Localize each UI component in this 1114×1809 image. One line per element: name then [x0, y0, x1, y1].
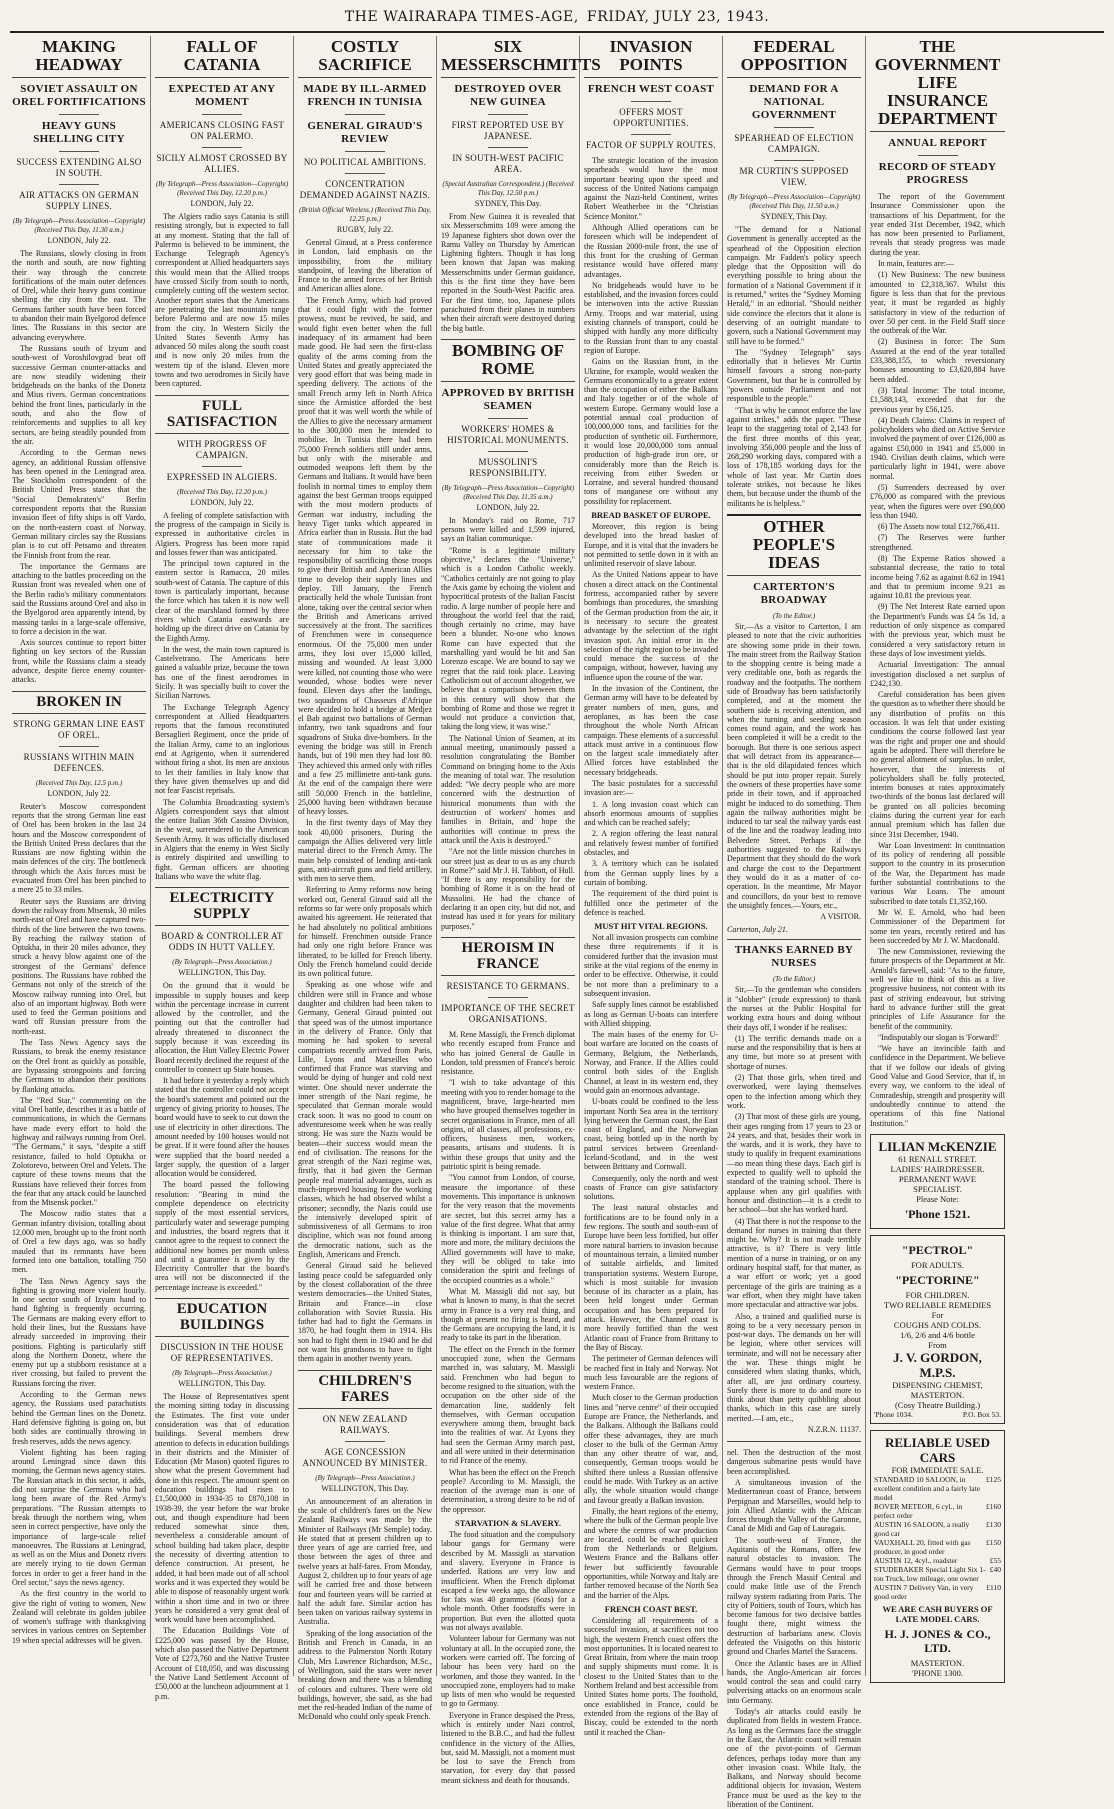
deck: ANNUAL REPORT: [888, 137, 987, 149]
paper-name: THE WAIRARAPA TIMES-AGE,: [344, 9, 579, 25]
divider: [59, 151, 99, 152]
paragraph: The board passed the following resolution: "Bearing in mind the complete dependence on electricity supply of the most essential services, particularly water and sewerage pumping and industries, the board regrets that it cannot agree to the request to connect the additional new homes per month unless and until a guarantee is given by the Electricity Controller that the board's area will not be disconnected if the percentage increase is exceeded.": [155, 1180, 289, 1292]
dateline: SYDNEY, This Day.: [474, 199, 542, 208]
paragraph: Considering all requirements of a successful invasion, at sacrifices not too high, the western French coast offers the most opportunities. It is located nearest to Great Britain, from where the main troop and supply shipments must come. It is closest to the United States than to the Northern Ireland and best accessible from United States home ports. The foothold, once established in France, could be extended from the regions of the Bay of Biscay, could be extended to the north until it reached the Chan-: [584, 1615, 718, 1737]
ad-phone: 'Phone 1521.: [904, 1206, 971, 1221]
paragraph: nel. Then the destruction of the most dangerous submarine pests would have been accomplished.: [727, 1448, 861, 1476]
paragraph: (3) Total Income: The total income, £1,588,143, exceeded that for the previous year by £56,125.: [870, 385, 1005, 414]
dateline: WELLINGTON, This Day.: [321, 1483, 409, 1493]
deck: MADE BY ILL-ARMED FRENCH IN TUNISIA: [303, 83, 427, 108]
paragraph: "Rome is a legitimate military objective," declares the "Universe," which is a London Catholic weekly. "Catholics certainly are not going to play the Axis game by echoing the violent and hypocritical protests of the Italian Fascist radio. A large number of people here and throughout the world feel that the raid, though certainly no crime, may have been a blunder. No-one who knows Rome can have expected that the marshalling yard would be hit and San Lorenzo escape. We are bound to say we regret that the raid took place. Leaving Catholicism out of account altogether, we believe that a comparison between them in this century will show that the bombing of Rome and those we regret it would not produce a conviction that, taking the long view, it was wise.": [441, 545, 575, 732]
paragraph: No bridgeheads would have to be established, and the invasion forces could be interwoven into the active Russian Army. Troops and war material, using existing channels of transport, could be shipped with hardly any more difficulty to the Russian front than to any coastal region of Europe.: [584, 280, 718, 355]
paragraph: (9) The Net Interest Rate earned upon the Department's Funds was £4 5s 1d, a reduction of only sixpence as compared with the previous year, which must be considered a very satisfactory return in these days of low investment yields.: [870, 602, 1005, 658]
headline: ELECTRICITY SUPPLY: [155, 887, 289, 926]
paragraph: Everyone in France despised the Press, which is entirely under Nazi control, listened to the B.B.C., and had the fullest confidence in the victory of the Allies, but, said M. Massigli, not a moment must be lost to save the French from starvation, for every day that passed meant sickness and death for thousands.: [441, 1710, 575, 1785]
divider: [488, 418, 528, 419]
ad-line: 61 RENALL STREET.: [898, 1153, 977, 1164]
car-listing: [874, 1556, 1001, 1565]
car-desc: STUDEBAKER Special Light Six 1-ton Truck, low mileage, one owner: [874, 1564, 986, 1583]
paragraph: Reuter says the Russians are driving down the railway from Mtsensk, 30 miles north-east of Orel and have captured two-thirds of the line between the two towns. By reaching the railway station of Optukha, in their 20 miles advance, they struck a heavy blow against one of the strongest of the Germans' defence positions. The Russians have robbed the Germans not only of the stretch of the Moscow railway running into Orel, but also of an important highway. Both were used to feed the German positions and ward off Russian pressure from the north-east.: [12, 896, 146, 1036]
paragraph: (2) Business in force: The Sum Assured at the end of the year totalled £33,388,155, to which reversionary bonuses amounting to £3,620,884 have been added.: [870, 337, 1005, 384]
paragraph: General Giraud said he believed lasting peace could be safeguarded only by the closest collaboration of the three western democracies—the United States, Britain and France—in close collaboration with Soviet Russia. His father had had to fight the Germans in 1870, he had fought them in 1914. His son had to fight them in 1940 and he did not want his grandsons to have to fight them again in another twenty years.: [298, 1261, 432, 1364]
ad-line: SPECIALIST.: [913, 1183, 962, 1194]
deck: BOARD & CONTROLLER AT ODDS IN HUTT VALLEY.: [161, 931, 283, 953]
to-editor: (To the Editor.): [772, 975, 816, 984]
place-date: Carterton, July 21.: [727, 925, 788, 935]
paragraph: A simultaneous invasion of the Mediterranean coast of France, between Perpignan and Marseilles, would help to join Allied Atlantic with the African forces through the Valley of the Garonne, Canal de Midi and Gap of Lauragais.: [727, 1477, 861, 1534]
paragraph: What has been the effect on the French people? According to M. Massigli, the reaction of the average man is one of determination, a strong desire to be rid of the oppressor.: [441, 1467, 575, 1514]
paragraph: "I wish to take advantage of this meeting with you to render homage to the magnificent, brave, large-hearted men who have grouped themselves together in secret organisations in France, men of all origins, of all classes, all professions, ex-officers, business men, workers, peasants, artisans and students. It is within these groups that unity and the patriotic spirit is being remade.: [441, 1078, 575, 1172]
paragraph: U-boats could be confined to the less important North Sea area in the territory lying between the German coast, the East coast of England, and the Norwegian coast, being bottled up in the north by patrol services between Greenland-Iceland-Scotland, and in the west between Brittany and Cornwall.: [584, 1097, 718, 1172]
car-price: £125: [986, 1474, 1001, 1484]
paragraph: The Moscow radio states that a German infantry division, totalling about 12,000 men, brought up to the front north of Orel a few days ago, was so badly mauled that its remnants have been formed into one battalion, totalling 750 men.: [12, 1209, 146, 1275]
byline: (By Telegraph—Press Association.): [172, 958, 272, 967]
paragraph: The perimeter of German defences will be reached first in Italy and Norway. Not much less favourable are the regions of western France.: [584, 1354, 718, 1392]
ad-line: PERMANENT WAVE: [898, 1173, 977, 1184]
divider: [345, 114, 385, 115]
paragraph: Once the Atlantic bases are in Allied hands, the Anglo-American air forces would control the seas and could carry pulverising attacks on an enormous scale into Germany.: [727, 1658, 861, 1705]
paragraph: The Russians, slowly closing in from the north and south, are now fighting their way through the concrete fortifications of the main outer defences of Orel, while their heavy guns continue shelling the city from the east. The Germans farther south have been forced to abandon their main Byelgorod defence lines. The Russians in this sector are advancing everywhere.: [12, 249, 146, 342]
paragraph: On the ground that it would be impossible to supply houses and keep within the percentage increase in current allowed by the controller, and the pointing out that the controller had already threatened to disconnect the supply because it was exceeding its allocation, the Hutt Valley Electric Power Board recently declined the request of the controller to connect up State houses.: [155, 981, 289, 1074]
paragraph: "We have an invincible faith and confidence in the Department. We believe that if we follow our ideals of giving Good Value and Good Service, that if, in every way, we conform to the ideal of Comradeship, strength and prosperity will undoubtedly continue to attend the operations of this fine National Institution.": [870, 1044, 1005, 1128]
paragraph: The requirement of the third point is fulfilled once the perimeter of the defence is reached.: [584, 889, 718, 917]
ad-title: RELIABLE USED CARS: [884, 1434, 991, 1465]
headline: FALL OF CATANIA: [155, 36, 289, 78]
paragraph: The south-west of France, the Aquitanis of the Romans, offers few natural obstacles to invasion. The Germans would have to pour troops through the French Massif Central and could make little use of the French railway system radiating from Paris. The city of Poitiers, south of Tours, which has become famous for two decisive battles fought there, might witness the destruction of barbarians anew. Clovis defeated the Visigoths on this historic ground and Charles Martel the Saracens.: [727, 1535, 861, 1657]
ad-line: COUGHS AND COLDS.: [893, 1319, 982, 1330]
paragraph: Violent fighting has been raging around Leningrad since dawn this morning, the German news agency states. The Russian attack in this sector, it adds, did not surprise the Germans who had long been aware of the Red Army's preparations. "The Russian attempts to break through the northern wing, when seen in correct perspective, have only the importance of large-scale relief manoeuvres. The Russians at Leningrad, as well as on the Mius and Donetz rivers are merely trying to tie down German forces in order to get a freer hand in the Orel sector," says the news agency.: [12, 1447, 146, 1587]
deck: MUSSOLINI'S RESPONSIBILITY.: [469, 456, 547, 478]
divider: [631, 101, 671, 102]
paragraph: The "Sydney Telegraph" says editorially that it believes Mr Curtin himself favours a strong non-party Government, but that he is controlled by "powers outside Parliament and not responsible to the people.": [727, 347, 861, 404]
paragraph: "That is why he cannot enforce the law against strikes," adds the paper. "These leapt to the staggering total of 2,143 for the first three months of this year, involving 356,000 people and the loss of 268,290 working days, compared with a loss of 178,185 working days for the whole of last year. Mr Curtin does tolerate strikes, not because he likes them, but because under the thumb of the militants he is helpless.": [727, 405, 861, 508]
ad-phone: 'Phone 1034.: [874, 1409, 913, 1419]
hairdresser-ad: [870, 1134, 1005, 1229]
divider: [345, 173, 385, 174]
subheading: MUST HIT VITAL REGIONS.: [594, 921, 708, 932]
ad-line: FOR IMMEDIATE SALE.: [891, 1464, 984, 1475]
masthead: [0, 6, 1114, 28]
paragraph: Also, a trained and qualified nurse is going to be a very necessary person in post-war days. The demands on her will be legion, where other services will terminate, and will not be necessary after the war. These things might be considered when slating thanks, which, after all, are just ordinary courtesy. Surely there is more to do and more to think about than petty quibbling about thanks, which in this case are surely merited.—I am, etc.,: [727, 1311, 861, 1423]
divider: [774, 127, 814, 128]
headline: THE GOVERNMENT LIFE INSURANCE DEPARTMENT: [870, 36, 1005, 132]
paragraph: In the west, the main town captured is Castelvetrano. The Americans here gained a valuable prize, because the town has one of the finest aerodromes in Sicily. It was specially built to cover the Sicilian Narrows.: [155, 644, 289, 701]
paragraph: (6) The Assets now total £12,766,411.: [878, 522, 1000, 532]
deck: NO POLITICAL AMBITIONS.: [303, 157, 427, 167]
paragraph: The report of the Government Insurance Commissioner upon the transactions of his Department, for the year ended 31st December, 1942, which has now been presented to Parliament, reveals that steady progress was made during the year.: [870, 192, 1005, 257]
paragraph: (2) That those girls, when tired and overworked, were laying themselves open to the infection among which they work.: [727, 1073, 861, 1110]
deck: DISCUSSION IN THE HOUSE OF REPRESENTATIVES.: [160, 1342, 284, 1364]
paragraph: The Russians south of Izyum and south-west of Voroshilovgrad beat off successive German counter-attacks and are now steadily widening their bridgeheads on the banks of the Donetz and Mius rivers. German concentrations behind the front lines, particularly in the south, and also the flow of reinforcements and supplies to all key sectors, are being steadily pounded from the air.: [12, 343, 146, 446]
car-price: £130: [986, 1519, 1001, 1529]
deck: HEAVY GUNS SHELLING CITY: [33, 120, 125, 145]
dateline: LONDON, July 22.: [47, 236, 111, 245]
divider: [345, 1441, 385, 1442]
dateline: LONDON, July 22.: [190, 497, 254, 507]
paragraph: The Exchange Telegraph Agency correspondent at Allied Headquarters reports that the famous reconstituted Bersaglieri Regiment, once the pride of the Italian Army, came to an inglorious end at Agrigento, when it surrendered without firing a shot. Its men are anxious to let their families in Italy know that they have given themselves up and did not fear Fascist reprisals.: [155, 702, 289, 796]
paragraph: In the invasion of the Continent, the German army will have to be defeated by greater numbers of men, guns, and aeroplanes, as has been the case throughout the whole North African campaign. These elements of a successful attack must arrive in a continuous flow on the largest scale immediately after Allied forces have established the necessary bridgeheads.: [584, 684, 718, 777]
byline: (By Telegraph—Press Association—Copyright) (Received This Day, 11.30 a.m.): [12, 217, 146, 234]
paragraph: The principal town captured in the eastern sector is Ramacca, 20 miles south-west of Catania. The capture of this town is particularly important, because the force which has taken it is now well clear of the marshland formed by three rivers which Catania eastwards are holding up the direct drive on Catania by the Eighth Army.: [155, 559, 289, 643]
car-price: £160: [986, 1501, 1001, 1511]
paragraph: (1) New Business: The new business amounted to £2,318,367. Whilst this figure is less than that for the previous year, it must be regarded as highly satisfactory in view of the reduction of over 50 per cent. in the Field Staff since the outbreak of the War.: [870, 270, 1005, 336]
column-4: [437, 36, 601, 1785]
used-cars-ad: [870, 1430, 1005, 1683]
headline: MAKING HEADWAY: [12, 36, 146, 78]
subheading: BREAD BASKET OF EUROPE.: [591, 509, 711, 520]
ad-phone: 'PHONE 1300.: [911, 1667, 964, 1678]
car-price: £40: [989, 1564, 1001, 1574]
paragraph: "Are not the little mission churches in our street just as dear to us as any church in Rome?" said Mr J. H. Tabbott, of Hull. "If there is any responsibility for the bombing of Rome it is on the head of Mussolini. He had the chance of declaring it an open city, but did not, and instead has used it for years for military purposes.": [441, 847, 575, 931]
divider: [202, 114, 242, 115]
dateline: WELLINGTON, This Day.: [178, 968, 266, 978]
ad-line: LADIES' HAIRDRESSER.: [890, 1163, 985, 1174]
ad-contact: [874, 1410, 1001, 1419]
paragraph: Although Allied operations can be foreseen which will be independent of the Russian 2000-mile front, the use of this front for the crushing of German resistance would have offered many advantages.: [584, 223, 718, 279]
deck: RUSSIANS WITHIN MAIN DEFENCES.: [23, 751, 135, 773]
deck: AMERICANS CLOSING FAST ON PALERMO.: [159, 120, 285, 141]
paragraph: (1) The terrific demands made on a nurse and the responsibility that is hers at any time, but more so at present with shortage of nurses.: [727, 1033, 861, 1071]
deck: SPEARHEAD OF ELECTION CAMPAIGN.: [734, 133, 854, 154]
car-listing: [874, 1565, 1001, 1583]
paragraph: (3) That most of these girls are young, their ages ranging from 17 years to 23 or 24 years, and that, besides their work in the wards, and it is work, they have to study to qualify in frequent examinations—no mean thing these days. Each girl is expected to qualify well to uphold the standard of the training school. There is applause when any girl qualifies with honour and distinction—it is a credit to her school—but she has worked hard.: [727, 1112, 861, 1215]
ad-line: TWO RELIABLE REMEDIES: [883, 1299, 992, 1310]
paragraph: The strategic location of the invasion spearheads would have the most important bearing upon the speed and success of the United Nations campaign against the Nazi-held Continent, writes Robert Weatherbee in the "Christian Science Monitor.": [584, 156, 718, 221]
paragraph: War Loan Investment: In continuation of its policy of rendering all possible support to the country in its prosecution of the War, the Department has made further substantial contributions to the various War Loans. The amount subscribed to date totals £1,352,160.: [870, 840, 1005, 906]
column-6: [723, 36, 866, 1809]
issue-date: FRIDAY, JULY 23, 1943.: [586, 9, 770, 25]
paragraph: Finally, the heart regions of the enemy, where the bulk of the German people live and where the centres of war production are located, could be reached quickest from the Netherlands or Belgium. Western France and the Balkans offer fewer but sufficiently favourable opportunities, while Norway and Italy are farther removed because of the North Sea and the barrier of the Alps.: [584, 1506, 718, 1600]
paragraph: It had before it yesterday a reply which stated that the controller could not accept the board's statement and pointed out the urgency of giving priority to houses. The board would have to seek to cut down the use of electricity in other directions. The amount needed by 100 houses would not be great. If it were found after the houses were supplied that the board needed a larger supply, the question of a larger allocation would be considered.: [155, 1076, 289, 1179]
paragraph: The least natural obstacles and fortifications are to be found only in a few regions. The south and south-east of Europe have been less fortified, but offer more natural barriers to invasion because of mountainous terrain, a limited number of suitable airfields, and limited transportation systems. Western Europe, which is most suitable for invasion because of its character as a plain, has been held longest under German occupation and has been prepared for attack. However, the Channel coast is more heavily fortified than the west Atlantic coast of France from Brittany to the Bay of Biscay.: [584, 1203, 718, 1352]
paragraph: Axis sources continue to report bitter fighting on key sectors of the Russian front, while the Russians claim a steady advance, despite fierce enemy counter-attacks.: [12, 638, 146, 685]
divider: [631, 134, 671, 135]
car-listing: [874, 1520, 1001, 1538]
column-3: [294, 36, 437, 1722]
headline: FULL SATISFACTION: [155, 395, 289, 434]
letter-title: THANKS EARNED BY NURSES: [727, 939, 861, 970]
letter-title: CARTERTON'S BROADWAY: [753, 580, 835, 606]
headline: OTHER PEOPLE'S IDEAS: [727, 514, 861, 576]
deck: STRONG GERMAN LINE EAST OF OREL.: [13, 718, 145, 740]
subheading: STARVATION & SLAVERY.: [455, 1518, 561, 1529]
paragraph: The Algiers radio says Catania is still resisting strongly, but is expected to fall at any moment. Stating that the fall of Palermo is believed to be imminent, the Exchange Telegraph Agency's correspondent at Allied headquarters says this would mean that the Allied troops have crossed Sicily from south to north, completely cutting off the western sector. Another report states that the Americans are penetrating the last mountain range before Palermo and are now 15 miles from the city. In Western Sicily the United States Seventh Army has advanced 50 miles along the south coast and is now only 20 miles from the western tip of the island. Eleven more towns and two aerodromes in Sicily have been captured.: [155, 212, 289, 389]
ad-box: P.O. Box 53.: [962, 1409, 1001, 1419]
paragraph: Much closer to the German production lines and "nerve centre" of their occupied Europe are France, the Netherlands, and the Balkans. Although the Balkans could offer these advantages, they are much closer to the bulk of the German Army than any other theatre of war, and, consequently, German troops would be shifted there unless a Russian offensive could be made. With Turkey as an active ally, the whole situation would change and favour greatly a Balkan invasion.: [584, 1393, 718, 1505]
paragraph: According to the German news agency, the Russians used parachutists behind the German lines on the Donetz. Hard defensive fighting is going on, but both sides are continually throwing in fresh reserves, adds the news agency.: [12, 1390, 146, 1446]
dateline: RUGBY, July 22.: [336, 225, 394, 234]
divider: [202, 147, 242, 148]
headline: HEROISM IN FRANCE: [441, 937, 575, 976]
car-price: £150: [986, 1537, 1001, 1547]
paragraph: Mr W. E. Arnold, who had been Commissioner of the Department for some ten years, recently retired and has been succeeded by Mr J. W. Macdonald.: [870, 907, 1005, 945]
columns: [8, 36, 1106, 1809]
paragraph: The Tass News Agency says the Russians, to break the enemy resistance on the Orel front as quickly as possible, are bypassing strongpoints and forcing the Germans to abandon their positions by flanking attacks.: [12, 1038, 146, 1094]
dateline: LONDON, July 22.: [476, 502, 540, 512]
paragraph: (4) That there is not the response to the demand for nurses in training that there might be. Why? It is not made terribly attractive, is it? There is very little mention of a nurse in training, or on any ordinary hospital staff, for that matter, as a war effort or work; yet a good percentage of the girls are training as a war effort, when they might have taken more spectacular and attractive war jobs.: [727, 1216, 861, 1310]
signature: A VISITOR.: [820, 912, 861, 922]
paragraph: Gains on the Russian front, in the Ukraine, for example, would weaken the Germans economically to a greater extent than the occupation of either the Balkans and Italy together or of the whole of western Europe. Germany would lose a potential annual coal production of 100,000,000 tons, and facilities for the production of synthetic oil. Furthermore, it would lose 20,000,000 tons annual production of high-grade iron ore, or considerably more than the Reich is receiving from either Sweden or Lorraine, and several hundred thousand tons of manganese ore without any possibility for replacement.: [584, 357, 718, 506]
paragraph: In Monday's raid on Rome, 717 persons were killed and 1,599 injured, says an Italian communique.: [441, 515, 575, 544]
paragraph: The National Union of Seamen, at its annual meeting, unanimously passed a resolution congratulating the Bomber Command on bringing home to the Axis the meaning of total war. The resolution added: "We decry people who are more concerned with the destruction of historical monuments than with the destruction of workers' homes and families in Britain, and hope the authorities will continue to press the attack until the Axis is destroyed.": [441, 733, 575, 845]
divider: [488, 114, 528, 115]
car-desc: AUSTIN 12, 4cyl., roadster: [874, 1555, 958, 1565]
divider: [488, 147, 528, 148]
deck: SOVIET ASSAULT ON OREL FORTIFICATIONS: [12, 83, 146, 108]
deck: WITH PROGRESS OF CAMPAIGN.: [177, 438, 267, 460]
column-7: [866, 36, 1009, 1676]
byline: (Received This Day, 12.20 p.m.): [177, 487, 267, 496]
ad-product: "PECTROL": [901, 1242, 974, 1257]
divider: [727, 1441, 861, 1442]
divider: [488, 451, 528, 452]
deck: FACTOR OF SUPPLY ROUTES.: [586, 140, 716, 150]
ad-product: "PECTORINE": [895, 1272, 980, 1287]
deck: CONCENTRATION DEMANDED AGAINST NAZIS.: [299, 179, 431, 200]
car-desc: AUSTIN 16 SALOON, a really good car: [874, 1519, 970, 1538]
paragraph: 1. A long invasion coast which can absorb enormous amounts of supplies and which can be reached safely;: [584, 799, 718, 828]
byline: (Received This Day, 12.5 p.m.): [35, 778, 123, 787]
paragraph: The effect on the French in the former unoccupied zone, when the Germans marched in, was salutary, M. Massigli said. Frenchmen who had begun to become resigned to the situation, with the occupation on the other side of the demarcation line, suddenly felt themselves, with German occupation everywhere among them, brought back into the realities of war. At Lyons they had seen the German Army march past, and all were united in their determination to rid France of the enemy.: [441, 1344, 575, 1466]
paragraph: 3. A territory which can be isolated from the German supply lines by a curtain of bombing.: [584, 859, 718, 887]
paragraph: Speaking of the long association of the British and French in Canada, in an address to the Palmerston North Rotary Club, Mrs Lawrence Richardson, M.Sc., of Wellington, said the stars were never breaking down and there was a blending of colours and cultures. There were old buildings, however, she said, as she had met the red-headed Indian of the name of McDonald who could only speak French.: [298, 1628, 432, 1722]
masthead-rule: [10, 31, 1104, 33]
deck: WORKERS' HOMES & HISTORICAL MONUMENTS.: [447, 423, 569, 445]
divider: [345, 151, 385, 152]
paragraph: The Columbia Broadcasting system's Algiers correspondent says that almost the entire Italian 36th Cassino Division, in the west, surrendered to the American Seventh Army. It was officially disclosed in Algiers that the enemy in West Sicily is entirely dispirited and unwilling to fight. German officers are shooting Italians who wave the white flag.: [155, 797, 289, 881]
deck: IMPORTANCE OF THE SECRET ORGANISATIONS.: [441, 1002, 575, 1024]
signature: N.Z.R.N. 11137.: [807, 1425, 861, 1435]
deck: RECORD OF STEADY PROGRESS: [878, 161, 997, 186]
paragraph: The importance the Germans are attaching to the battles proceeding on the Russian front was revealed when one of the Berlin radio's military commentators said the Russians around Orel and also in the Byelgorod area apparently intend, by massing tanks in a large-scale offensive, to force a decision in the war.: [12, 561, 146, 636]
ad-line: (Cosy Theatre Building.): [894, 1399, 981, 1410]
paragraph: Volunteer labour for Germany was not voluntary at all. In the occupied zone, the workers were carried off. The forcing of labour has been very hard on the workmen, and those they wanted. In the unoccupied zone, employers had to make up lists of men who would be requested to go to Germany.: [441, 1634, 575, 1709]
paragraph: Actuarial Investigation: The annual investigation disclosed a net surplus of £242,130.: [870, 660, 1005, 688]
ad-line: DISPENSING CHEMIST,: [892, 1379, 983, 1390]
paragraph: An announcement of an alteration in the scale of children's fares on the New Zealand Railways was made by the Minister of Railways (Mr Semple) today. He stated that at present children up to three years of age are carried free, and those between the ages of three and twelve years at half-fares. From Monday, August 2, children up to four years of age will be carried free and those between four and fourteen years will be carried at half the adult fare. Similar action has been taken on various railway systems in Australia.: [298, 1496, 432, 1627]
paragraph: From New Guinea it is revealed that six Messerschmitts 109 were among the 19 Japanese fighters shot down over the Ramu Valley on Thursday by American Lightning fighters. Though it has long been known that Japan was making Messerschmitts under German guidance, this is the first time they have been reported in the South-West Pacific area. For the first time, too, Japanese pilots parachuted from their planes in numbers when their aircraft were destroyed during the big battle.: [441, 212, 575, 333]
paragraph: Not all invasion prospects can combine these three requirements if it is considered further that the invasion must strike at the vital regions of the enemy in order to be effective. Otherwise, it could be not more than a preliminary to a subsequent invasion.: [584, 933, 718, 998]
headline: BOMBING OF ROME: [441, 339, 575, 382]
column-5: [580, 36, 723, 1737]
deck: GENERAL GIRAUD'S REVIEW: [307, 120, 423, 145]
paragraph: The food situation and the compulsory labour gangs for Germany were described by M. Massigli as starvation and slavery. Everyone in France is underfed. Rations are very low and insufficient. When the French diplomat escaped a few weeks ago, the allowance for fats was 40 grammes (6ozs) for a whole month. Other foodstuffs were in proportion. But even the allotted quota was not always available.: [441, 1530, 575, 1633]
ad-name: J. V. GORDON, M.P.S.: [893, 1349, 982, 1380]
dateline: LONDON, July 22.: [47, 788, 111, 798]
deck: FRENCH WEST COAST: [587, 83, 715, 95]
column-2: [151, 36, 294, 1701]
paragraph: A feeling of complete satisfaction with the progress of the campaign in Sicily is expressed in authoritative circles in Algiers. Progress has been more rapid and losses fewer than was anticipated.: [155, 510, 289, 557]
divider: [918, 155, 958, 156]
paragraph: According to the German news agency, an additional Russian offensive has been opened in the Leningrad area. The Stockholm correspondent of the British United Press states that the "Social Demokraten's" Berlin correspondent reports that the Russian invasion fleet of fifty ships is off Vardo, on the north-eastern coast of Norway. German military circles say the Russians plan is to cut off Petsamo and threaten the Finnish front from the rear.: [12, 448, 146, 560]
car-listing: [874, 1502, 1001, 1520]
deck: SICILY ALMOST CROSSED BY ALLIES.: [156, 153, 288, 174]
divider: [774, 160, 814, 161]
car-price: £55: [989, 1555, 1001, 1565]
paragraph: "You cannot from London, of course, measure the importance of these movements. This importance is unknown for the very reason that the movements are secret, but this secret army has a value of the first degree. What that army is thinking is important. I am sure that, more and more, the military decisions the Allied governments will have to make, they will be obliged to take into consideration the spirit and feelings of the occupied countries as a whole.": [441, 1173, 575, 1285]
ad-line: 1/6, 2/6 and 4/6 bottle: [900, 1329, 975, 1340]
paragraph: The Education Buildings Vote of £225,000 was passed by the House, which also passed the Native Department Vote of £273,760 and the Native Trustee Account of £18,050, and was discussing the Native Land Settlement Account of £50,000 at the luncheon adjournment at 1 p.m.: [155, 1626, 289, 1701]
deck: IN SOUTH-WEST PACIFIC AREA.: [452, 153, 564, 174]
subheading: FRENCH COAST BEST.: [604, 1603, 698, 1614]
car-listing: [874, 1538, 1001, 1556]
paragraph: (5) Surrenders decreased by over £76,000 as compared with the previous year, when the figures were over £90,000 less than 1940.: [870, 482, 1005, 520]
deck: OFFERS MOST OPPORTUNITIES.: [613, 107, 689, 128]
deck: AIR ATTACKS ON GERMAN SUPPLY LINES.: [19, 190, 139, 211]
deck: ON NEW ZEALAND RAILWAYS.: [322, 1413, 408, 1435]
ad-line: FOR ADULTS.: [910, 1259, 965, 1270]
deck: EXPECTED AT ANY MOMENT: [168, 83, 276, 108]
deck: DESTROYED OVER NEW GUINEA: [454, 83, 562, 108]
car-desc: AUSTIN 7 Delivery Van, in very good order: [874, 1582, 974, 1601]
divider: [202, 466, 242, 467]
deck: DEMAND FOR A NATIONAL GOVERNMENT: [749, 83, 839, 121]
paragraph: (4) Death Claims: Claims in respect of policyholders who died on Active Service involved the payment of over £126,000 as against £50,000 in 1941 and £5,000 in 1940. Civilian death claims, which were particularly light in 1941, were above normal.: [870, 415, 1005, 481]
car-price: £110: [986, 1582, 1001, 1592]
paragraph: General Giraud, at a Press conference in London, laid emphasis on the impossibility, from the military standpoint, of leaving the liberation of France to the armed forces of her British and American allies alone.: [298, 238, 432, 294]
deck: RESISTANCE TO GERMANS.: [446, 980, 570, 991]
car-desc: VAUXHALL 20, fitted with gas producer, in good order: [874, 1537, 971, 1556]
car-listing: [874, 1475, 1001, 1502]
byline: (By Telegraph—Press Association—Copyright) (Received This Day, 11.35 a.m.): [441, 483, 575, 501]
ad-line: WE ARE CASH BUYERS OF LATE MODEL CARS.: [882, 1603, 993, 1624]
paragraph: Referring to Army reforms now being worked out, General Giraud said all the reforms so far were only proposals which awaited his agreement. He reiterated that he had absolutely no political ambitions for himself. Frenchmen outside France had only one right before France was liberated, to be killed for French liberty. Only the French homeland could decide its own political future.: [298, 885, 432, 979]
deck: SUCCESS EXTENDING ALSO IN SOUTH.: [16, 157, 142, 178]
headline: SIX MESSERSCHMITTS: [441, 36, 575, 78]
ad-line: FOR CHILDREN.: [905, 1289, 970, 1300]
paragraph: As the United Nations appear to have chosen a direct attack on the Continental fortress, accompanied rather by severe bombings than procedures, the smashing of the German production from the air, it is necessary to secure the greatest advantage by the selection of the right invasion spot. An initial error in the selection of the right region to be invaded could menace the success of the campaign, without, however, having any influence upon the course of the war.: [584, 570, 718, 682]
deck: FIRST REPORTED USE BY JAPANESE.: [451, 120, 565, 141]
paragraph: Today's air attacks could easily be duplicated from fields in western France. As long as the Germans face the struggle in the East, the Atlantic coast will remain one of the pivot-points of German defences, perhaps today more than any other invasion coast. While Italy, the Balkans, and Norway should become additional objects for invasion, Western France must be used as the key to the liberation of the Continent.: [727, 1707, 861, 1809]
paragraph: The new Commissioner, reviewing the future prospects of the Department at Mr. Arnold's farewell, said: "As to the future, well we like to think of this as a live progressive business, not content with its past of striving endeavour, but striving hard to advance further still the great principles of Life Assurance for the benefit of the community.: [870, 947, 1005, 1031]
byline: (By Telegraph—Press Association—Copyright) (Received This Day, 12.20 p.m.): [155, 180, 289, 197]
paragraph: What M. Massigli did not say, but what is known to many, is that the secret army in France is a very real thing, and though at present no firing is heard, and the Germans are occupying the land, it is ready to take its part in the liberation.: [441, 1286, 575, 1343]
chemist-ad: [870, 1235, 1005, 1424]
ad-line: Please Note:: [916, 1193, 959, 1204]
paragraph: The Tass News Agency says the fighting is growing more violent hourly. In one sector south of Izyum hand to hand fighting is frequently occurring. The Germans are making every effort to hold their lines, but the Russians have already succeeded in improving their positions. Fighting is particularly stiff along the Northern Donetz, where the enemy put up a stubborn resistance at a river crossing, but failed to prevent the Russians forcing the river.: [12, 1276, 146, 1388]
paragraph: The "Red Star," commenting on the vital Orel battle, describes it as a battle of communications, in which the Germans have made every effort to hold the highway and railways running from Orel. "The Germans," it says, "despite a stiff resistance, failed to hold Optukha or Zolotorevo, between Orel and Yelets. The capture of these towns means that the Russians have relieved their forces from the fear that any attack could be launched from the Mtsensk pocket.": [12, 1095, 146, 1208]
car-desc: ROVER METEOR, 6 cyl., in perfect order: [874, 1501, 963, 1520]
ad-firm: H. J. JONES & CO., LTD.: [884, 1626, 991, 1655]
paragraph: The French Army, which had proved that it could fight with the former prowess, must be revived, he said, and would fight even better when the full inadequacy of its armament had been made good. He had seen the first-class quality of the arms coming from the United States and greatly appreciated the very good effort that was being made in speeding delivery. The actions of the small French army left in North Africa since the Armistice afforded the best proof that it was well worth the while of the Allies to give the necessary armament to the 300,000 men he intended to mobilise. In Tunisia there had been 75,000 French soldiers still under arms, but only with the miserable and outmoded weapons left them by the Germans and Italians. It would have been foolish in normal times to employ them against the best German troops equipped with the most modern products of German war industry, including the heavy Tiger tanks which appeared in Africa earlier than in Russia. But the bad state of communications made it necessary for him to take the responsibility of sacrificing those troops to give their British and American Allies time to develop their supply lines and deploy. Till January, the French practically held the whole Tunisian front alone, taking over the central sector when the British and Americans arrived successively at the front. The sacrifices of Frenchmen were in consequence enormous. Of the 75,000 men under arms, they lost over 15,000 killed, missing and wounded. At least 3,000 were killed, not counting those who were wounded, whose bodies were never found. Eleven days after the landings, two squadrons of Chasseurs d'Afrique were decided to hold a bridge at Medjez el Bab against two battalions of German infantry, two tank squadrons and four squadrons of Stuka dive-bombers. In the evening the bridge was still in French hands, but of 190 men they had lost 80. They achieved this armed only with rifles and a few 25 millimetre anti-tank guns. At the end of the campaign there were still 50,000 French in the battleline, 25,000 having been withdrawn because of heavy losses.: [298, 295, 432, 817]
divider: [59, 114, 99, 115]
paragraph: The basic postulates for a successful invasion are:—: [584, 779, 718, 798]
to-editor: (To the Editor.): [772, 611, 816, 620]
paragraph: The main bases of the enemy for U-boat warfare are located on the coasts of Germany, Belgium, the Netherlands, Norway, and France. If the Allies could control both sides of the English Channel, at least in its western end, they would gain an enormous advantage.: [584, 1030, 718, 1095]
dateline: SYDNEY, This Day.: [760, 212, 828, 221]
paragraph: Careful consideration has been given the question as to whether there should be any distribution of profits on this occasion. It was felt that under existing conditions the course followed last year was the right and proper one and should again be adopted. There will therefore be no general allotment of surplus. In order, however, that the interests of policyholders shall be fully protected, interim bonuses at rates approximately two-thirds of the bonus last declared will be granted on all policies becoming claims during the current year for each annual premium which has fallen due since 31st December, 1940.: [870, 690, 1005, 839]
paragraph: Safe supply lines cannot be established as long as German U-boats can interfere with Allied shipping.: [584, 1000, 718, 1028]
headline: INVASION POINTS: [584, 36, 718, 78]
paragraph: Consequently, only the north and west coasts of France can give satisfactory solutions.: [584, 1173, 718, 1202]
headline: CHILDREN'S FARES: [298, 1370, 432, 1409]
paragraph: M. Rene Massigli, the French diplomat who recently escaped from France and who has joined General de Gaulle in London, told pressmen of France's heroic resistance.: [441, 1029, 575, 1077]
column-1: [8, 36, 151, 1676]
headline: COSTLY SACRIFICE: [298, 36, 432, 78]
byline: (Special Australian Correspondent.) (Received This Day, 12.50 p.m.): [442, 180, 574, 197]
paragraph: (7) The Reserves were further strengthened.: [870, 533, 1005, 552]
divider: [59, 184, 99, 185]
byline: (By Telegraph—Press Association.): [315, 1473, 415, 1482]
paragraph: "The demand for a National Government is generally accepted as the spearhead of the Opposition election campaign. Mr Fadden's policy speech pledge that the Opposition will do everything possible to bring about the formation of a National Government if it is returned," writes the "Sydney Morning Herald," in an editorial. "Should neither side convince the electors that it alone is deserving of an outright mandate to govern, such a National Government may still have to be formed.": [727, 225, 861, 346]
paragraph: Sir,—As a visitor to Carterton, I am pleased to note that the civic authorities are showing some pride in their town. The main street from the Railway Station to the shopping centre is being made a very creditable one, both as regards the roadway and the footpaths. The northern side of Broadway has been satisfactorily completed, and at the moment the southern side is receiving attention, and when the turning and seeding season comes round again, and the work has been completed it will be a credit to the borough. But there is one serious aspect that will detract from its appearance—that is the old dilapidated fences which should be put into proper repair. Surely the owners of these properties have some pride in their town, and if approached might be induced to do something. Then again the railway authorities might be induced to tar seal the railway yards east of the line and the roadway leading into Belvedere Street. Perhaps if the authorities suggested to the Railways Department that they should do the work and charge the cost to the Department they would do it as a matter of co-operation. In the meantime, Mr Mayor and councillors, do your best to remove the unsightly fences.—Yours, etc.,: [727, 621, 861, 910]
deck: AGE CONCESSION ANNOUNCED BY MINISTER.: [302, 1446, 428, 1468]
headline: BROKEN IN: [12, 691, 146, 714]
paragraph: (8) The Expense Ratios showed a substantial decrease, the ratio to total income being 7.62 as against 8.62 in 1941 and that to premium income 9.21 as against 10.81 the previous year.: [870, 553, 1005, 601]
paragraph: In the first twenty days of May they took 40,000 prisoners. During the campaign the Allies delivered very little material direct to the French Army. The main help consisted of lending anti-tank guns, anti-aircraft guns and field artillery, with men to serve them.: [298, 818, 432, 884]
ad-line: For: [931, 1309, 944, 1320]
headline: FEDERAL OPPOSITION: [727, 36, 861, 78]
ad-line: MASTERTON.: [910, 1389, 965, 1400]
ad-line: MASTERTON.: [910, 1657, 965, 1668]
deck: EXPRESSED IN ALGIERS.: [166, 471, 278, 482]
paragraph: Moreover, this region is being developed into the bread basket of Europe, and it is vital that the invaders be not permitted to settle down in it with an unlimited reservoir of slave labour.: [584, 521, 718, 569]
byline: (By Telegraph—Press Association.): [172, 1369, 272, 1378]
dateline: WELLINGTON, This Day.: [178, 1379, 266, 1389]
ad-line: From: [928, 1339, 947, 1350]
paragraph: In main, features are:—: [878, 259, 954, 269]
paragraph: 2. A region offering the least natural and relatively fewest number of fortified obstacles, and: [584, 829, 718, 858]
paragraph: Speaking as one whose wife and children were still in France and whose daughter and children had been taken to Germany, General Giraud pointed out that speed was of the utmost importance in the delivery of France. Only that morning he had spoken to several compatriots recently arrived from Paris, Lille, Lyons and Marseilles who confirmed that France was starving and would be dying of hunger and cold next winter. One should never underrate the inner strength of the Nazi regime, he speculated that German morale would crack soon. It was no good to count on adventuresome week when he was really strong. He was sure the Nazis would be beaten—their success would mean the end of civilisation. The reasons for the great strength of the Nazi regime was, firstly, that it had given the German people real material advantages, such as much-improved housing for the working classes, which he had observed whilst a prisoner; secondly, the Nazis could use the intensively developed spirit of submissiveness of all Germans to iron discipline, which was not found among the democratic nations, such as the English, Americans and French.: [298, 980, 432, 1260]
paragraph: Sir,—To the gentleman who considers it "slobber" (crude expression) to thank the nurses at the Public Hospital for working extra hours and doing without their days off, I wonder if he realises:: [727, 985, 861, 1032]
byline: (British Official Wireless.) (Received This Day, 12.25 p.m.): [299, 206, 431, 223]
paragraph: The House of Representatives spent the morning sitting today in discussing the Estimates. The first vote under consideration was that of education buildings. Several members drew attention to defects in education buildings in their districts and the Minister of Education (Mr Mason) quoted figures to show what the present Government had done in this respect. The amount spent on education buildings had risen to £1,500,000 in 1934-35 to £870,108 in 1938-39, the year before the war broke out, and though expenditure had been reduced somewhat since then, nevertheless a considerable amount of school building had taken place, despite the necessity of diverting attention to defence construction. At present, he added, it had been made out of all school works and it was expected they would be able to dispose of reasonably urgent work within a short time and in two or three years he considered a very great deal of work would have been accomplished.: [155, 1392, 289, 1625]
dateline: LONDON, July 22.: [190, 199, 254, 208]
ad-name: LILIAN McKENZIE: [878, 1138, 997, 1154]
car-listing: [874, 1583, 1001, 1601]
deck: APPROVED BY BRITISH SEAMEN: [441, 386, 575, 412]
divider: [488, 997, 528, 998]
paragraph: "Indisputably our slogan is 'Forward!': [878, 1032, 999, 1042]
paragraph: As the first country in the world to give the right of voting to women, New Zealand will celebrate its golden jubilee of women's suffrage with thanksgiving services in various centres on September 19 when special addresses will be given.: [12, 1589, 146, 1645]
deck: MR CURTIN'S SUPPOSED VIEW.: [739, 166, 849, 187]
divider: [59, 746, 99, 747]
headline: EDUCATION BUILDINGS: [155, 1298, 289, 1337]
byline: (By Telegraph—Press Association—Copyright) (Received This Day, 11.50 a.m.): [727, 193, 861, 210]
car-desc: STANDARD 10 SALOON, in excellent condition and a fairly late model: [874, 1474, 980, 1502]
paragraph: Reuter's Moscow correspondent reports that the strong German line east of Orel has been broken in the last 24 hours and the Moscow correspondent of the British United Press declares that the Russians are now fighting within the main defences of the city. The bottleneck through which the Axis forces must be evacuated from Orel has been pinched to a mere 25 to 33 miles.: [12, 801, 146, 895]
